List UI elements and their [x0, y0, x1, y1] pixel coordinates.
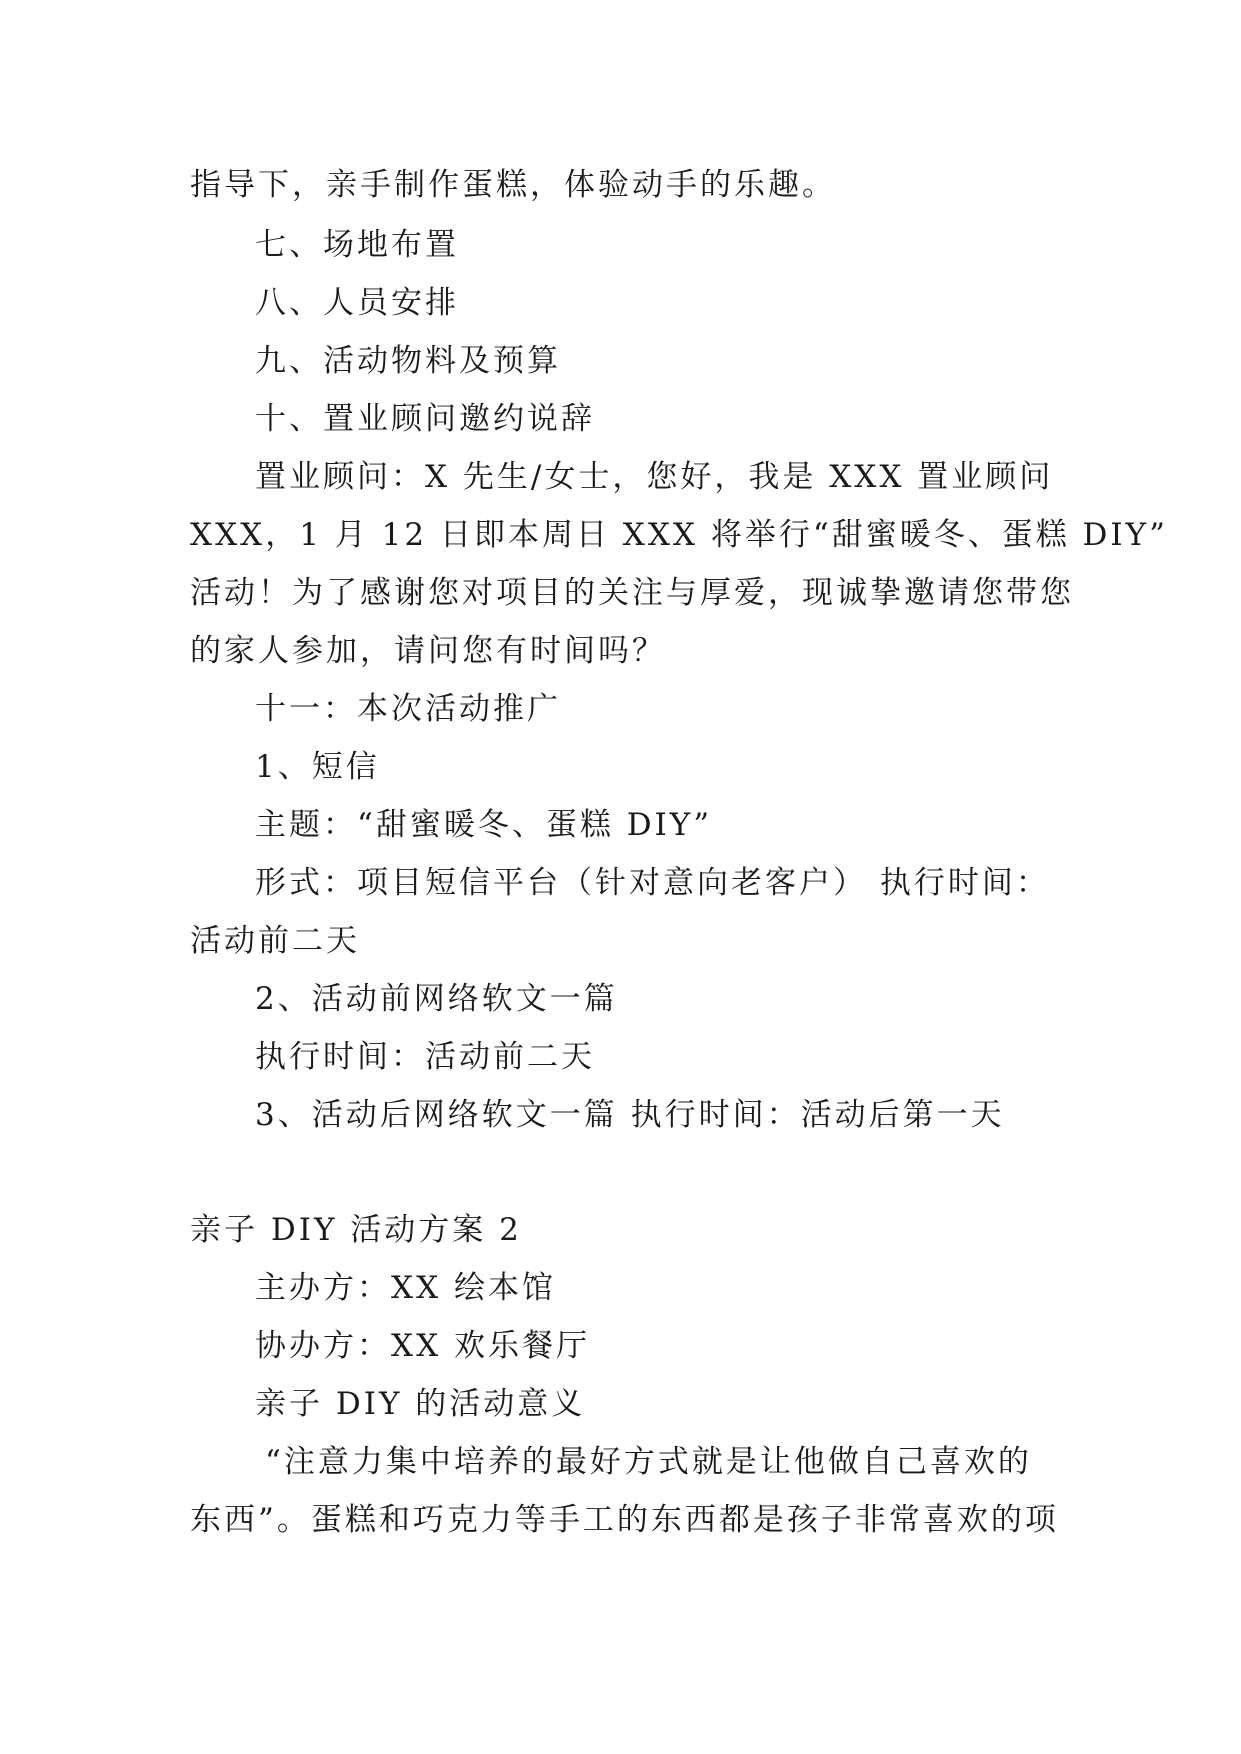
- text-line: 东西”。蛋糕和巧克力等手工的东西都是孩子非常喜欢的项: [190, 1502, 1059, 1538]
- text-line: 活动！为了感谢您对项目的关注与厚爱，现诚挚邀请您带您: [190, 575, 1074, 611]
- text-line: 的家人参加，请问您有时间吗？: [190, 633, 666, 669]
- list-item: 3、活动后网络软文一篇 执行时间：活动后第一天: [255, 1097, 1005, 1133]
- text-line: 主办方：XX 绘本馆: [255, 1270, 556, 1306]
- section-heading: 亲子 DIY 的活动意义: [255, 1386, 586, 1422]
- text-line: XXX，1 月 12 日即本周日 XXX 将举行“甜蜜暖冬、蛋糕 DIY”: [190, 517, 1168, 553]
- text-line: 形式：项目短信平台（针对意向老客户） 执行时间：: [255, 865, 1050, 901]
- section-heading-11: 十一：本次活动推广: [255, 691, 561, 727]
- document-title: 亲子 DIY 活动方案 2: [190, 1212, 522, 1248]
- section-heading-10: 十、置业顾问邀约说辞: [255, 401, 595, 437]
- text-line: 主题：“甜蜜暖冬、蛋糕 DIY”: [255, 807, 713, 843]
- section-heading-8: 八、人员安排: [255, 285, 459, 321]
- text-line: 置业顾问：X 先生/女士，您好，我是 XXX 置业顾问: [255, 459, 1054, 495]
- text-line: 协办方：XX 欢乐餐厅: [255, 1328, 590, 1364]
- text-line: 执行时间：活动前二天: [255, 1039, 595, 1075]
- list-item: 2、活动前网络软文一篇: [255, 981, 618, 1017]
- section-heading-7: 七、场地布置: [255, 227, 459, 263]
- list-item: 1、短信: [255, 749, 380, 785]
- text-line: 指导下，亲手制作蛋糕，体验动手的乐趣。: [190, 167, 836, 203]
- section-heading-9: 九、活动物料及预算: [255, 343, 561, 379]
- text-line: “注意力集中培养的最好方式就是让他做自己喜欢的: [265, 1444, 1032, 1480]
- text-line: 活动前二天: [190, 923, 360, 959]
